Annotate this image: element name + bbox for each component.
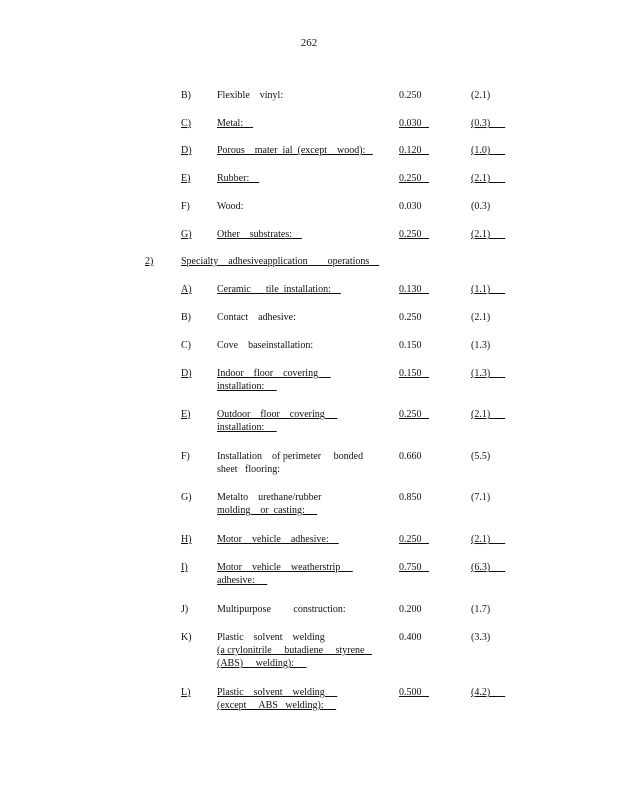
- item-value-metric: (6.3): [471, 562, 506, 573]
- item-description: Installation of perimeter bonded: [217, 451, 364, 462]
- item-value: 0.250: [399, 534, 429, 545]
- item-value-metric: (1.1): [471, 284, 506, 295]
- item-letter: L): [181, 687, 191, 698]
- item-description: Contact adhesive:: [217, 312, 296, 323]
- item-value: 0.250: [399, 312, 422, 323]
- page-number: 262: [300, 37, 318, 49]
- item-letter: D): [181, 368, 192, 379]
- item-description-line2: molding or casting:: [217, 505, 318, 516]
- item-description: Outdoor floor covering: [217, 409, 338, 420]
- item-letter: I): [181, 562, 188, 573]
- item-value: 0.030: [399, 118, 429, 129]
- item-value: 0.200: [399, 604, 422, 615]
- item-letter: G): [181, 492, 192, 503]
- item-value-metric: (1.3): [471, 340, 491, 351]
- item-value-metric: (5.5): [471, 451, 491, 462]
- item-value: 0.150: [399, 340, 422, 351]
- item-description-line2: installation:: [217, 381, 277, 392]
- item-description: Motor vehicle adhesive:: [217, 534, 339, 545]
- item-value-metric: (2.1): [471, 173, 506, 184]
- item-value-metric: (2.1): [471, 229, 506, 240]
- item-description-line2: (except ABS welding):: [217, 700, 337, 711]
- item-value: 0.400: [399, 632, 422, 643]
- item-value: 0.250: [399, 173, 429, 184]
- item-value-metric: (1.7): [471, 604, 491, 615]
- item-value: 0.030: [399, 201, 422, 212]
- item-value-metric: (3.3): [471, 632, 491, 643]
- item-letter: B): [181, 90, 191, 101]
- item-letter: A): [181, 284, 192, 295]
- item-letter: C): [181, 118, 191, 129]
- item-description: Metal:: [217, 118, 254, 129]
- item-description: Plastic solvent welding: [217, 632, 325, 643]
- item-description: Porous mater ial (except wood):: [217, 145, 373, 156]
- item-description: Plastic solvent welding: [217, 687, 338, 698]
- item-letter: K): [181, 632, 192, 643]
- item-letter: C): [181, 340, 191, 351]
- item-value: 0.130: [399, 284, 429, 295]
- item-value: 0.250: [399, 229, 429, 240]
- item-value-metric: (2.1): [471, 90, 491, 101]
- item-value-metric: (0.3): [471, 118, 506, 129]
- item-description: Flexible vinyl:: [217, 90, 284, 101]
- item-value: 0.250: [399, 90, 422, 101]
- section-number: 2): [145, 256, 154, 267]
- item-value: 0.500: [399, 687, 429, 698]
- item-letter: J): [181, 604, 189, 615]
- item-value-metric: (2.1): [471, 409, 506, 420]
- item-value: 0.660: [399, 451, 422, 462]
- item-description: Metalto urethane/rubber: [217, 492, 322, 503]
- item-description: Indoor floor covering: [217, 368, 331, 379]
- item-description: Cove baseinstallation:: [217, 340, 314, 351]
- item-description: Ceramic tile installation:: [217, 284, 341, 295]
- item-value: 0.250: [399, 409, 429, 420]
- item-description: Rubber:: [217, 173, 260, 184]
- item-description: Other substrates:: [217, 229, 302, 240]
- item-letter: F): [181, 201, 190, 212]
- item-description-line2: adhesive:: [217, 575, 268, 586]
- item-value-metric: (0.3): [471, 201, 491, 212]
- item-value-metric: (2.1): [471, 312, 491, 323]
- item-value-metric: (1.0): [471, 145, 506, 156]
- item-description-line2: (a crylonitrile butadiene styrene: [217, 645, 372, 656]
- section-title: Specialty adhesiveapplication operations: [181, 256, 380, 267]
- item-letter: E): [181, 173, 191, 184]
- item-value: 0.120: [399, 145, 429, 156]
- item-value: 0.750: [399, 562, 429, 573]
- item-letter: E): [181, 409, 191, 420]
- item-letter: D): [181, 145, 192, 156]
- item-value: 0.850: [399, 492, 422, 503]
- item-description-line3: (ABS) welding):: [217, 658, 307, 669]
- item-value: 0.150: [399, 368, 429, 379]
- item-letter: F): [181, 451, 190, 462]
- item-value-metric: (1.3): [471, 368, 506, 379]
- item-description: Motor vehicle weatherstrip: [217, 562, 353, 573]
- item-letter: G): [181, 229, 192, 240]
- item-value-metric: (4.2): [471, 687, 506, 698]
- item-description: Multipurpose construction:: [217, 604, 346, 615]
- item-description-line2: installation:: [217, 422, 277, 433]
- item-description-line2: sheet flooring:: [217, 464, 281, 475]
- item-letter: B): [181, 312, 191, 323]
- item-value-metric: (7.1): [471, 492, 491, 503]
- item-description: Wood:: [217, 201, 244, 212]
- item-value-metric: (2.1): [471, 534, 506, 545]
- item-letter: H): [181, 534, 192, 545]
